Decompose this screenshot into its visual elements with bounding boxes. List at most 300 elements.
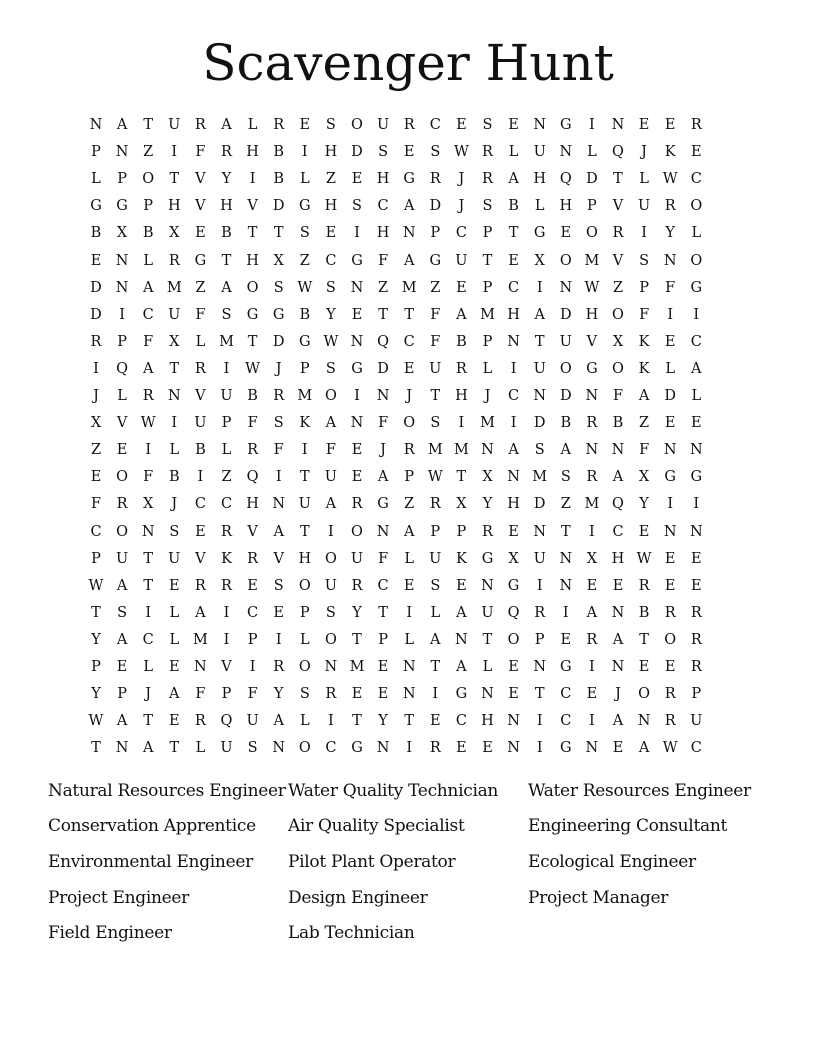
- grid-letter: C: [560, 686, 572, 703]
- grid-letter: E: [351, 686, 363, 703]
- grid-letter: N: [350, 415, 364, 432]
- grid-letter: C: [325, 252, 337, 269]
- grid-letter: R: [403, 117, 415, 133]
- grid-letter: E: [351, 469, 363, 486]
- grid-letter: C: [455, 225, 467, 242]
- word-list-item: Field Engineer: [48, 923, 172, 943]
- grid-letter: C: [690, 171, 702, 188]
- grid-letter: E: [664, 333, 676, 350]
- grid-letter: X: [482, 469, 493, 486]
- grid-letter: D: [586, 171, 598, 188]
- grid-letter: A: [195, 604, 206, 621]
- grid-letter: B: [221, 225, 232, 242]
- grid-letter: A: [325, 496, 337, 513]
- grid-letter: G: [272, 306, 285, 323]
- grid-letter: U: [246, 713, 259, 730]
- grid-letter: I: [641, 225, 647, 242]
- grid-letter: N: [89, 117, 103, 133]
- grid-letter: B: [142, 225, 154, 242]
- grid-letter: B: [456, 333, 467, 350]
- grid-letter: O: [298, 577, 311, 594]
- grid-letter: G: [455, 686, 468, 703]
- grid-letter: X: [534, 252, 545, 269]
- grid-letter: P: [143, 198, 154, 215]
- grid-letter: T: [247, 225, 258, 242]
- grid-letter: U: [298, 496, 311, 513]
- grid-letter: S: [247, 740, 258, 757]
- grid-letter: A: [691, 360, 702, 377]
- grid-letter: S: [299, 225, 310, 242]
- grid-letter: J: [93, 388, 99, 404]
- grid-letter: R: [403, 442, 415, 459]
- grid-letter: R: [429, 171, 441, 188]
- grid-letter: O: [612, 306, 624, 323]
- grid-letter: X: [116, 225, 128, 242]
- grid-letter: L: [299, 631, 310, 648]
- grid-letter: E: [691, 144, 702, 161]
- grid-letter: X: [612, 333, 624, 350]
- grid-letter: G: [481, 550, 494, 567]
- grid-letter: T: [378, 604, 388, 621]
- grid-letter: I: [249, 171, 256, 188]
- grid-letter: F: [430, 333, 441, 350]
- grid-letter: E: [508, 686, 519, 703]
- grid-letter: L: [143, 659, 153, 675]
- grid-letter: N: [194, 659, 207, 675]
- grid-letter: I: [589, 117, 595, 133]
- grid-letter: X: [586, 550, 598, 567]
- grid-letter: H: [376, 171, 390, 188]
- grid-letter: G: [403, 171, 415, 188]
- grid-letter: U: [481, 604, 494, 621]
- grid-letter: L: [404, 550, 414, 567]
- grid-letter: S: [325, 279, 336, 296]
- grid-letter: B: [560, 415, 572, 432]
- grid-letter: H: [507, 306, 520, 323]
- grid-letter: U: [429, 360, 442, 377]
- grid-letter: H: [585, 306, 599, 323]
- grid-letter: H: [246, 496, 259, 513]
- grid-letter: S: [325, 360, 336, 377]
- grid-letter: V: [273, 550, 284, 567]
- word-list-item: Ecological Engineer: [528, 852, 696, 872]
- grid-letter: T: [430, 388, 441, 404]
- grid-letter: D: [272, 198, 285, 215]
- grid-letter: X: [638, 469, 650, 486]
- grid-letter: Z: [299, 252, 310, 269]
- grid-letter: R: [194, 713, 206, 730]
- grid-letter: T: [143, 117, 154, 133]
- grid-letter: N: [611, 604, 625, 621]
- grid-letter: D: [272, 333, 285, 350]
- grid-letter: S: [430, 415, 441, 432]
- grid-letter: O: [116, 523, 129, 540]
- grid-letter: O: [298, 659, 311, 675]
- grid-letter: I: [249, 659, 256, 675]
- grid-letter: W: [662, 740, 678, 757]
- grid-letter: O: [403, 415, 416, 432]
- grid-letter: I: [589, 523, 595, 540]
- grid-letter: U: [220, 388, 233, 404]
- grid-letter: G: [299, 333, 311, 350]
- grid-letter: T: [404, 713, 415, 730]
- grid-letter: T: [299, 469, 310, 486]
- grid-letter: U: [376, 117, 390, 133]
- grid-letter: F: [195, 686, 206, 703]
- grid-letter: E: [169, 577, 180, 594]
- grid-letter: U: [533, 360, 546, 377]
- grid-letter: N: [559, 279, 573, 296]
- grid-letter: R: [690, 631, 702, 648]
- grid-letter: W: [584, 279, 600, 296]
- grid-letter: S: [482, 198, 493, 215]
- grid-letter: R: [429, 496, 441, 513]
- grid-letter: F: [247, 415, 258, 432]
- grid-letter: G: [507, 577, 520, 594]
- grid-letter: P: [534, 631, 545, 648]
- grid-letter: D: [429, 198, 442, 215]
- grid-letter: H: [298, 550, 312, 567]
- grid-letter: R: [586, 631, 598, 648]
- grid-letter: T: [639, 631, 649, 648]
- grid-letter: R: [325, 686, 337, 703]
- grid-letter: L: [195, 333, 206, 350]
- grid-letter: N: [585, 740, 599, 757]
- grid-letter: J: [641, 144, 647, 161]
- grid-letter: F: [665, 279, 676, 296]
- grid-letter: I: [693, 306, 700, 323]
- grid-letter: B: [90, 225, 102, 242]
- grid-letter: G: [560, 740, 572, 757]
- grid-letter: N: [507, 713, 520, 730]
- grid-letter: F: [378, 252, 389, 269]
- grid-letter: I: [536, 279, 543, 296]
- grid-letter: T: [482, 631, 493, 648]
- grid-letter: F: [639, 442, 650, 459]
- grid-letter: E: [612, 740, 624, 757]
- grid-letter: L: [482, 659, 493, 675]
- grid-letter: T: [404, 306, 415, 323]
- grid-letter: H: [376, 225, 390, 242]
- grid-letter: R: [194, 577, 206, 594]
- grid-letter: E: [508, 523, 519, 540]
- grid-letter: Q: [559, 171, 572, 188]
- grid-letter: P: [91, 144, 101, 161]
- grid-letter: U: [559, 333, 572, 350]
- grid-letter: O: [324, 631, 337, 648]
- grid-letter: B: [247, 388, 258, 404]
- grid-letter: C: [220, 496, 233, 513]
- grid-letter: U: [690, 713, 703, 730]
- grid-letter: F: [143, 333, 154, 350]
- grid-letter: Q: [612, 144, 624, 161]
- grid-letter: A: [456, 659, 467, 675]
- grid-letter: T: [352, 631, 362, 648]
- grid-letter: O: [664, 631, 677, 648]
- grid-letter: M: [192, 631, 208, 648]
- grid-letter: D: [90, 306, 102, 323]
- grid-letter: X: [456, 496, 467, 513]
- grid-letter: E: [90, 252, 102, 269]
- grid-letter: E: [273, 604, 284, 621]
- grid-letter: P: [117, 333, 127, 350]
- grid-letter: J: [484, 388, 491, 404]
- grid-letter: A: [377, 469, 389, 486]
- grid-letter: N: [637, 713, 651, 730]
- grid-letter: C: [429, 117, 441, 133]
- grid-letter: S: [169, 523, 180, 540]
- grid-letter: W: [297, 279, 313, 296]
- grid-letter: R: [664, 686, 676, 703]
- grid-letter: Z: [404, 496, 415, 513]
- grid-letter: E: [560, 631, 572, 648]
- grid-letter: O: [559, 360, 572, 377]
- grid-letter: N: [585, 442, 599, 459]
- grid-letter: E: [169, 659, 180, 675]
- grid-letter: I: [536, 713, 543, 730]
- grid-letter: A: [142, 740, 154, 757]
- grid-letter: R: [690, 659, 702, 675]
- grid-letter: Y: [273, 686, 284, 703]
- grid-letter: Q: [246, 469, 259, 486]
- grid-letter: V: [247, 198, 258, 215]
- grid-letter: N: [559, 577, 573, 594]
- grid-letter: P: [91, 550, 101, 567]
- grid-letter: A: [142, 360, 154, 377]
- grid-letter: M: [427, 442, 443, 459]
- grid-letter: G: [351, 252, 363, 269]
- grid-letter: N: [376, 388, 390, 404]
- grid-letter: E: [377, 686, 389, 703]
- grid-letter: I: [536, 577, 543, 594]
- grid-letter: U: [220, 740, 233, 757]
- grid-letter: S: [325, 117, 336, 133]
- grid-letter: G: [194, 252, 207, 269]
- grid-letter: E: [456, 740, 467, 757]
- word-list-item: Water Quality Technician: [288, 781, 499, 801]
- grid-letter: I: [432, 686, 439, 703]
- grid-letter: N: [689, 442, 703, 459]
- grid-letter: N: [481, 686, 494, 703]
- grid-letter: R: [247, 550, 259, 567]
- grid-letter: R: [168, 252, 180, 269]
- grid-letter: A: [534, 306, 545, 323]
- grid-letter: K: [221, 550, 232, 567]
- grid-letter: M: [480, 306, 495, 323]
- grid-letter: N: [663, 523, 677, 540]
- word-list-item: Design Engineer: [288, 888, 428, 908]
- grid-letter: N: [324, 659, 338, 675]
- grid-letter: U: [168, 306, 181, 323]
- grid-letter: I: [275, 469, 282, 486]
- grid-letter: P: [91, 659, 101, 675]
- grid-letter: W: [662, 171, 678, 188]
- grid-letter: I: [667, 306, 674, 323]
- grid-letter: O: [585, 225, 598, 242]
- grid-letter: E: [691, 415, 702, 432]
- grid-letter: E: [351, 442, 363, 459]
- grid-letter: C: [690, 333, 702, 350]
- grid-letter: A: [116, 577, 128, 594]
- grid-letter: S: [560, 469, 571, 486]
- grid-letter: E: [638, 659, 650, 675]
- grid-letter: E: [638, 117, 650, 133]
- grid-letter: R: [664, 198, 676, 215]
- grid-letter: V: [195, 388, 206, 404]
- grid-letter: N: [376, 523, 390, 540]
- grid-letter: W: [140, 415, 156, 432]
- grid-letter: N: [402, 659, 416, 675]
- grid-letter: P: [247, 631, 258, 648]
- grid-letter: F: [195, 144, 206, 161]
- grid-letter: N: [611, 659, 625, 675]
- grid-letter: P: [117, 686, 127, 703]
- grid-letter: Y: [352, 604, 362, 621]
- grid-letter: S: [639, 252, 650, 269]
- grid-letter: S: [299, 686, 310, 703]
- grid-letter: S: [273, 415, 284, 432]
- grid-letter: I: [328, 523, 334, 540]
- grid-letter: R: [221, 523, 232, 540]
- grid-letter: N: [115, 279, 129, 296]
- grid-letter: E: [351, 306, 363, 323]
- grid-letter: M: [349, 659, 365, 675]
- grid-letter: Q: [220, 713, 233, 730]
- grid-letter: E: [299, 117, 311, 133]
- grid-letter: U: [637, 198, 651, 215]
- grid-letter: V: [247, 523, 258, 540]
- grid-letter: I: [667, 496, 674, 513]
- grid-letter: A: [612, 713, 624, 730]
- grid-letter: I: [536, 740, 543, 757]
- grid-letter: W: [88, 713, 104, 730]
- grid-letter: R: [221, 144, 232, 161]
- grid-letter: H: [481, 713, 494, 730]
- grid-letter: U: [455, 252, 468, 269]
- grid-letter: A: [638, 740, 650, 757]
- grid-letter: I: [119, 306, 125, 323]
- grid-letter: L: [169, 442, 180, 459]
- grid-letter: I: [406, 740, 413, 757]
- word-list-item: Project Engineer: [48, 888, 189, 908]
- grid-letter: R: [90, 333, 102, 350]
- grid-letter: D: [559, 306, 572, 323]
- grid-letter: N: [481, 442, 494, 459]
- grid-letter: H: [559, 198, 573, 215]
- grid-letter: C: [377, 198, 389, 215]
- grid-letter: T: [613, 171, 623, 188]
- grid-letter: R: [664, 604, 676, 621]
- grid-letter: M: [453, 442, 469, 459]
- grid-letter: B: [273, 171, 285, 188]
- grid-letter: S: [378, 144, 389, 161]
- grid-letter: R: [482, 144, 493, 161]
- grid-letter: U: [194, 415, 207, 432]
- grid-letter: I: [354, 388, 360, 404]
- grid-letter: A: [221, 279, 232, 296]
- grid-letter: Z: [430, 279, 441, 296]
- grid-letter: P: [587, 198, 597, 215]
- grid-letter: I: [223, 360, 230, 377]
- grid-letter: U: [324, 577, 337, 594]
- grid-letter: O: [351, 117, 363, 133]
- grid-letter: A: [221, 117, 232, 133]
- grid-letter: F: [143, 469, 154, 486]
- grid-letter: V: [195, 171, 206, 188]
- grid-letter: Z: [325, 171, 336, 188]
- grid-letter: N: [350, 333, 364, 350]
- grid-letter: G: [116, 198, 128, 215]
- grid-letter: R: [664, 713, 676, 730]
- grid-letter: L: [299, 171, 310, 188]
- grid-letter: N: [272, 740, 286, 757]
- grid-letter: P: [482, 279, 493, 296]
- grid-letter: A: [560, 442, 572, 459]
- grid-letter: L: [117, 388, 127, 404]
- grid-letter: Y: [91, 686, 101, 703]
- grid-letter: N: [167, 388, 181, 404]
- grid-letter: G: [560, 117, 572, 133]
- grid-letter: T: [143, 577, 154, 594]
- grid-letter: N: [663, 252, 677, 269]
- grid-letter: I: [328, 713, 334, 730]
- grid-letter: F: [273, 442, 284, 459]
- grid-letter: B: [612, 415, 624, 432]
- grid-letter: Z: [143, 144, 154, 161]
- grid-letter: H: [324, 144, 338, 161]
- grid-letter: X: [508, 550, 519, 567]
- grid-letter: D: [351, 144, 363, 161]
- grid-letter: R: [194, 117, 206, 133]
- grid-letter: W: [636, 550, 652, 567]
- grid-letter: Y: [482, 496, 493, 513]
- grid-letter: F: [247, 686, 258, 703]
- grid-letter: F: [378, 550, 389, 567]
- grid-letter: R: [221, 577, 232, 594]
- grid-letter: L: [169, 604, 180, 621]
- grid-letter: P: [639, 279, 649, 296]
- grid-letter: E: [456, 279, 467, 296]
- grid-letter: U: [350, 550, 364, 567]
- grid-letter: A: [169, 686, 180, 703]
- word-list-item: Pilot Plant Operator: [288, 852, 456, 872]
- grid-letter: H: [246, 252, 259, 269]
- grid-letter: J: [458, 171, 465, 188]
- grid-letter: K: [638, 360, 650, 377]
- grid-letter: R: [273, 117, 285, 133]
- grid-letter: P: [117, 171, 127, 188]
- grid-letter: Q: [377, 333, 390, 350]
- grid-letter: I: [197, 469, 204, 486]
- grid-letter: E: [664, 117, 676, 133]
- grid-letter: O: [324, 388, 337, 404]
- grid-letter: O: [351, 523, 363, 540]
- grid-letter: A: [403, 252, 415, 269]
- grid-letter: F: [195, 306, 206, 323]
- grid-letter: R: [273, 388, 285, 404]
- grid-letter: N: [507, 740, 520, 757]
- grid-letter: U: [533, 144, 546, 161]
- grid-letter: B: [273, 144, 285, 161]
- grid-letter: N: [115, 144, 129, 161]
- grid-letter: Z: [612, 279, 624, 296]
- grid-letter: Z: [90, 442, 102, 459]
- grid-letter: I: [171, 144, 178, 161]
- grid-letter: P: [482, 333, 493, 350]
- grid-letter: H: [220, 198, 233, 215]
- grid-letter: R: [116, 496, 128, 513]
- grid-letter: F: [325, 442, 336, 459]
